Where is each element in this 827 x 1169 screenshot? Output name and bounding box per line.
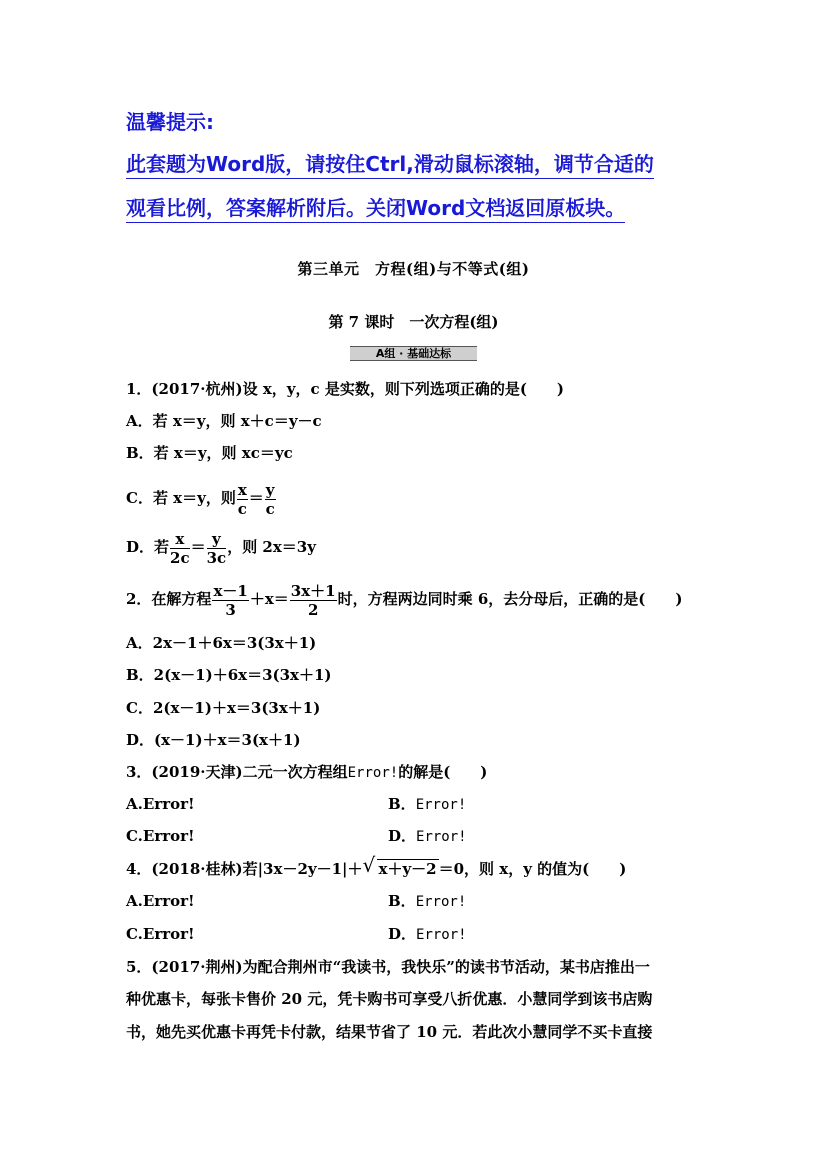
q1-c-prefix: C．若 x＝y，则: [126, 489, 236, 507]
q4-option-d: [388, 924, 467, 945]
q1-d-f1-den: 2c: [170, 548, 190, 567]
q3-option-a: A.Error!: [126, 795, 195, 813]
q1-option-c: [126, 479, 277, 518]
q2-f2-den: 2: [307, 600, 319, 619]
q1-d-f1-num: x: [170, 530, 190, 549]
q2-stem-mid: ＋x＝: [249, 590, 289, 608]
q2-option-b: B．2(x－1)＋6x＝3(3x＋1): [126, 666, 332, 684]
q1-c-f1-den: c: [237, 499, 247, 518]
q4-b-label: B．: [388, 892, 416, 910]
q1-option-d: [126, 528, 316, 567]
q5-line-2: 种优惠卡，每张卡售价 20 元，凭卡购书可享受八折优惠．小慧同学到该书店购: [126, 990, 653, 1008]
q2-fraction-1: [212, 582, 248, 619]
q4-square-root: [362, 853, 439, 879]
q3-d-value: Error!: [416, 829, 467, 845]
q1-d-f2-num: y: [207, 530, 227, 549]
q1-c-f1-num: x: [237, 480, 247, 499]
q2-stem-prefix: 2．在解方程: [126, 590, 212, 608]
q4-d-label: D．: [388, 925, 417, 943]
q1-d-suffix: ，则 2x＝3y: [227, 538, 316, 556]
q4-stem-prefix: 4．(2018·桂林)若|3x－2y－1|＋: [126, 860, 363, 878]
q4-b-value: Error!: [415, 894, 467, 910]
section-banner: [350, 345, 477, 362]
radical-sign-icon: √: [362, 853, 376, 877]
q5-line-3: 书，她先买优惠卡再凭卡付款，结果节省了 10 元．若此次小慧同学不买卡直接: [126, 1023, 653, 1041]
q1-d-prefix: D．若: [126, 538, 170, 556]
q1-option-a: A．若 x＝y，则 x＋c＝y－c: [126, 412, 322, 430]
q4-sqrt-body: x＋y－2: [378, 860, 437, 878]
q2-stem-suffix: 时，方程两边同时乘 6，去分母后，正确的是( ): [337, 590, 683, 608]
q2-option-c: C．2(x－1)＋x＝3(3x＋1): [126, 699, 321, 717]
q4-option-b: [388, 891, 466, 912]
q3-b-value: Error!: [415, 797, 467, 813]
q3-option-d: [388, 826, 467, 847]
q1-c-equals: ＝: [248, 489, 264, 507]
q1-d-fraction-1: [170, 530, 190, 567]
q4-option-a: A.Error!: [126, 892, 195, 910]
q2-f1-den: 3: [225, 600, 236, 619]
q3-b-label: B．: [388, 795, 416, 813]
q1-c-f2-den: c: [265, 499, 275, 518]
q2-option-a: A．2x－1＋6x＝3(3x＋1): [126, 634, 317, 652]
banner-label: A组 · 基础达标: [375, 347, 452, 360]
tip-line-2: 观看比例，答案解析附后。关闭Word文档返回原板块。: [126, 196, 625, 223]
q3-option-b: [388, 794, 466, 815]
q2-f1-num: x－1: [213, 581, 248, 600]
q3-stem-prefix: 3．(2019·天津)二元一次方程组: [126, 763, 348, 781]
q4-d-value: Error!: [416, 927, 467, 943]
q1-d-f2-den: 3c: [206, 548, 227, 567]
q1-c-f2-num: y: [265, 480, 275, 499]
q4-option-c: C.Error!: [126, 925, 195, 943]
q1-option-b: B．若 x＝y，则 xc＝yc: [126, 444, 293, 462]
q1-c-fraction-1: [237, 481, 248, 518]
q1-d-fraction-2: [207, 530, 227, 567]
q4-stem-suffix: ＝0，则 x，y 的值为( ): [438, 860, 627, 878]
q1-stem: 1．(2017·杭州)设 x，y，c 是实数，则下列选项正确的是( ): [126, 380, 565, 398]
q3-option-c: C.Error!: [126, 827, 195, 845]
q3-stem-error: Error!: [347, 765, 399, 781]
q1-c-fraction-2: [265, 481, 276, 518]
q2-option-d: D．(x－1)＋x＝3(x＋1): [126, 731, 301, 749]
unit-title: 第三单元 方程(组)与不等式(组): [297, 260, 530, 278]
q2-stem: [126, 580, 682, 619]
lesson-title: 第 7 课时 一次方程(组): [328, 313, 499, 331]
q5-line-1: 5．(2017·荆州)为配合荆州市“我读书，我快乐”的读书节活动，某书店推出一: [126, 958, 650, 976]
tip-title: 温馨提示:: [126, 110, 214, 134]
q3-stem: [126, 762, 487, 783]
q4-stem: [126, 853, 627, 879]
q2-fraction-2: [290, 582, 337, 619]
q2-f2-num: 3x＋1: [290, 581, 336, 600]
q3-stem-suffix: 的解是( ): [398, 763, 488, 781]
q3-d-label: D．: [388, 827, 417, 845]
tip-line-1: 此套题为Word版，请按住Ctrl,滑动鼠标滚轴，调节合适的: [126, 152, 654, 179]
q1-d-equals: ＝: [190, 538, 206, 556]
